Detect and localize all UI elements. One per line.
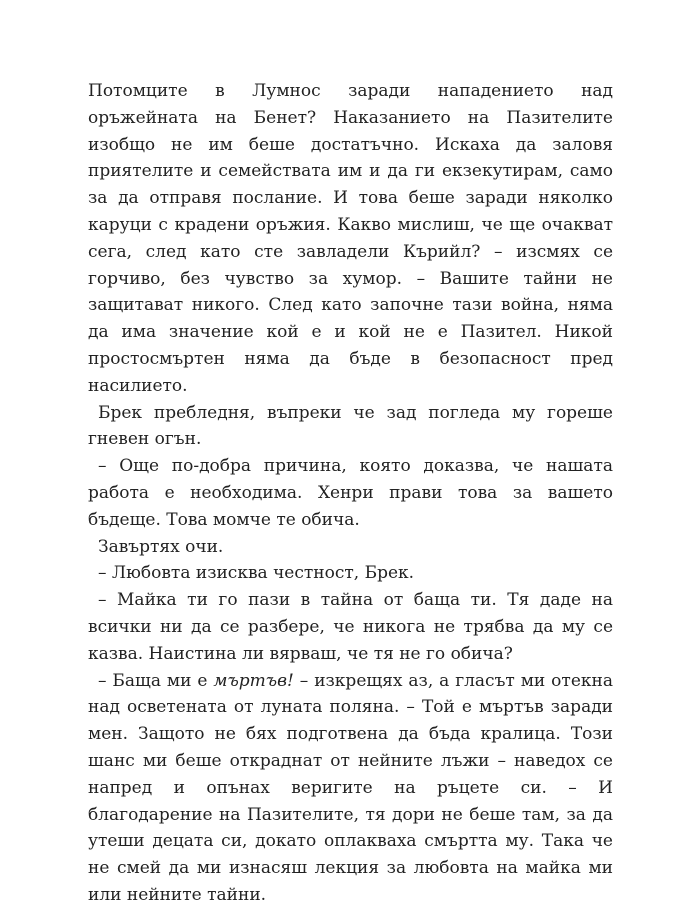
body-text [88, 78, 613, 909]
emphasized-word: мъртъв! [213, 670, 294, 691]
paragraph: – Любовта изисква честност, Брек. [98, 563, 415, 584]
paragraph-text: – Баща ми е [98, 670, 214, 691]
paragraph: – Още по-добра причина, която доказва, че нашата работа е необходима. Хенри прави това за вашето бъдеще. Това момче те обича. [88, 456, 613, 530]
paragraph: – Майка ти го пази в тайна от баща ти. Тя даде на всички ни да се разбере, че никога не трябва да му се казва. Наистина ли вярваш, че тя не го обича? [88, 590, 613, 664]
paragraph: Завъртях очи. [98, 536, 224, 557]
paragraph: Брек пребледня, въпреки че зад погледа му гореше гневен огън. [88, 402, 613, 450]
paragraph-text: – изкрещях аз, а гласът ми отекна над осветената от луната поляна. – Той е мъртъв заради мен. Защото не бях подготвена да бъда кралица. Този шанс ми беше откраднат от нейните лъжи – наведох се напред и опънах веригите на ръцете си. – И благодарение на Пазителите, тя дори не беше там, за да утеши децата си, докато оплакваха смъртта му. Така че не смей да ми изнасяш лекция за любовта на майка ми или нейните тайни. [88, 670, 613, 905]
paragraph: Потомците в Лумнос заради нападението над оръжейната на Бенет? Наказанието на Пазителите изобщо не им беше достатъчно. Искаха да заловя приятелите и семействата им и да ги екзекутирам, само за да отправя послание. И това беше заради няколко каруци с крадени оръжия. Какво мислиш, че ще очакват сега, след като сте завладели Кърийл? – изсмях се горчиво, без чувство за хумор. – Вашите тайни не защитават никого. След като започне тази война, няма да има значение кой е и кой не е Пазител. Никой простосмъртен няма да бъде в безопасност пред насилието. [88, 81, 613, 396]
paragraph [88, 668, 613, 909]
